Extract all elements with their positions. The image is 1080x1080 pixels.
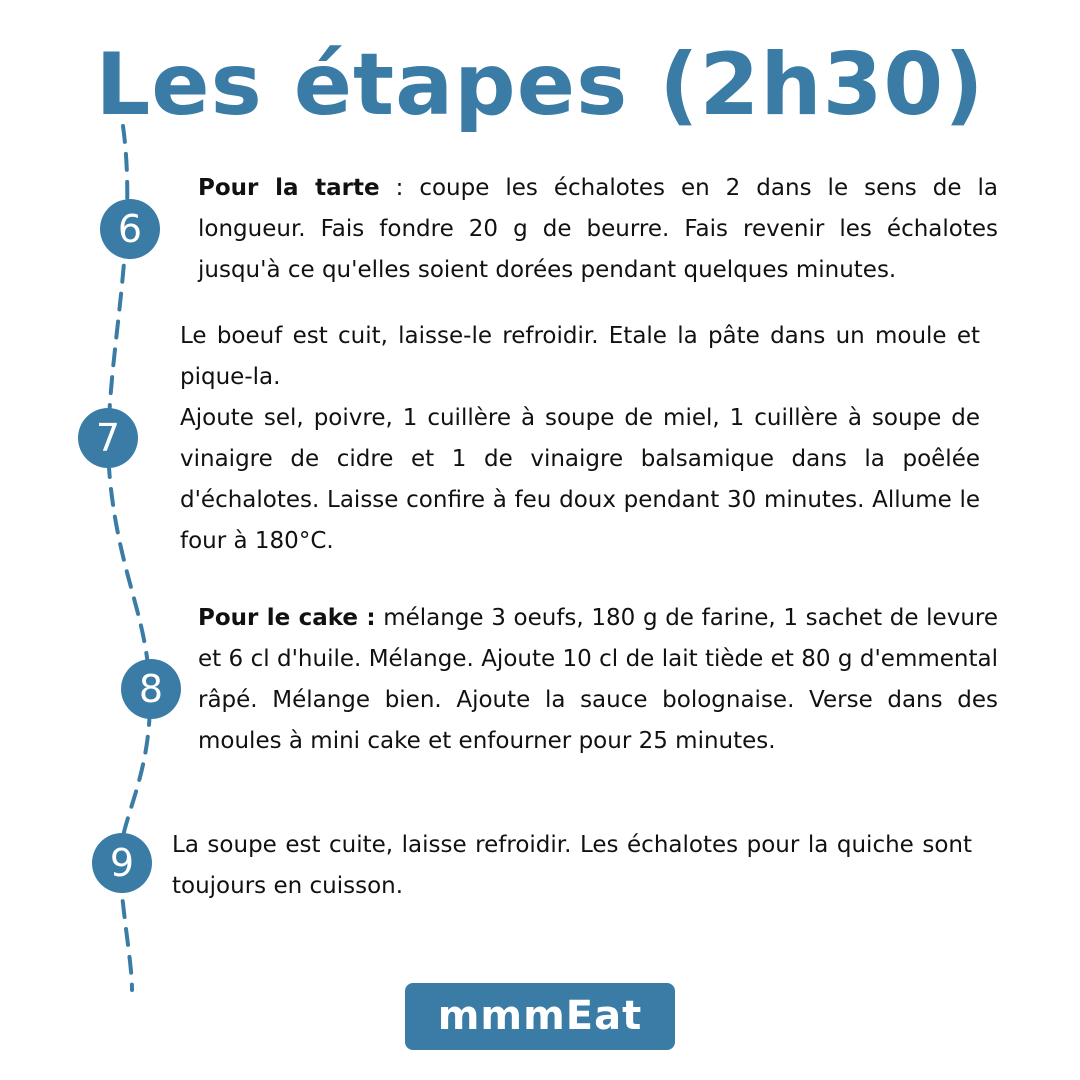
step-7-paragraph-2: Ajoute sel, poivre, 1 cuillère à soupe de miel, 1 cuillère à soupe de vinaigre de cidre et 1 de vinaigre balsamique dans la poêlée d'échalotes. Laisse confire à feu doux pendant 30 minutes. Allume le four à 180°C. xyxy=(180,405,980,554)
step-9-body: La soupe est cuite, laisse refroidir. Les échalotes pour la quiche sont toujours en cuisson. xyxy=(172,832,972,899)
step-6-heading: Pour la tarte xyxy=(198,175,380,201)
step-number-9: 9 xyxy=(92,833,152,893)
step-8-heading: Pour le cake : xyxy=(198,605,376,631)
step-8-text xyxy=(198,598,998,762)
mmmeat-logo: mmmEat xyxy=(405,983,675,1050)
step-7-text xyxy=(180,316,980,562)
step-number-6: 6 xyxy=(100,199,160,259)
step-number-7: 7 xyxy=(78,408,138,468)
step-6-text xyxy=(198,168,998,291)
page-title: Les étapes (2h30) xyxy=(95,35,985,135)
step-7-paragraph-1: Le boeuf est cuit, laisse-le refroidir. Etale la pâte dans un moule et pique-la. xyxy=(180,323,980,390)
step-6-body: : coupe les échalotes en 2 dans le sens de la longueur. Fais fondre 20 g de beurre. Fais revenir les échalotes jusqu'à ce qu'elles soient dorées pendant quelques minutes. xyxy=(198,175,998,283)
step-8-body: mélange 3 oeufs, 180 g de farine, 1 sachet de levure et 6 cl d'huile. Mélange. Ajoute 10 cl de lait tiède et 80 g d'emmental râpé. Mélange bien. Ajoute la sauce bolognaise. Verse dans des moules à mini cake et enfourner pour 25 minutes. xyxy=(198,605,998,754)
step-number-8: 8 xyxy=(121,659,181,719)
step-9-text xyxy=(172,825,972,907)
